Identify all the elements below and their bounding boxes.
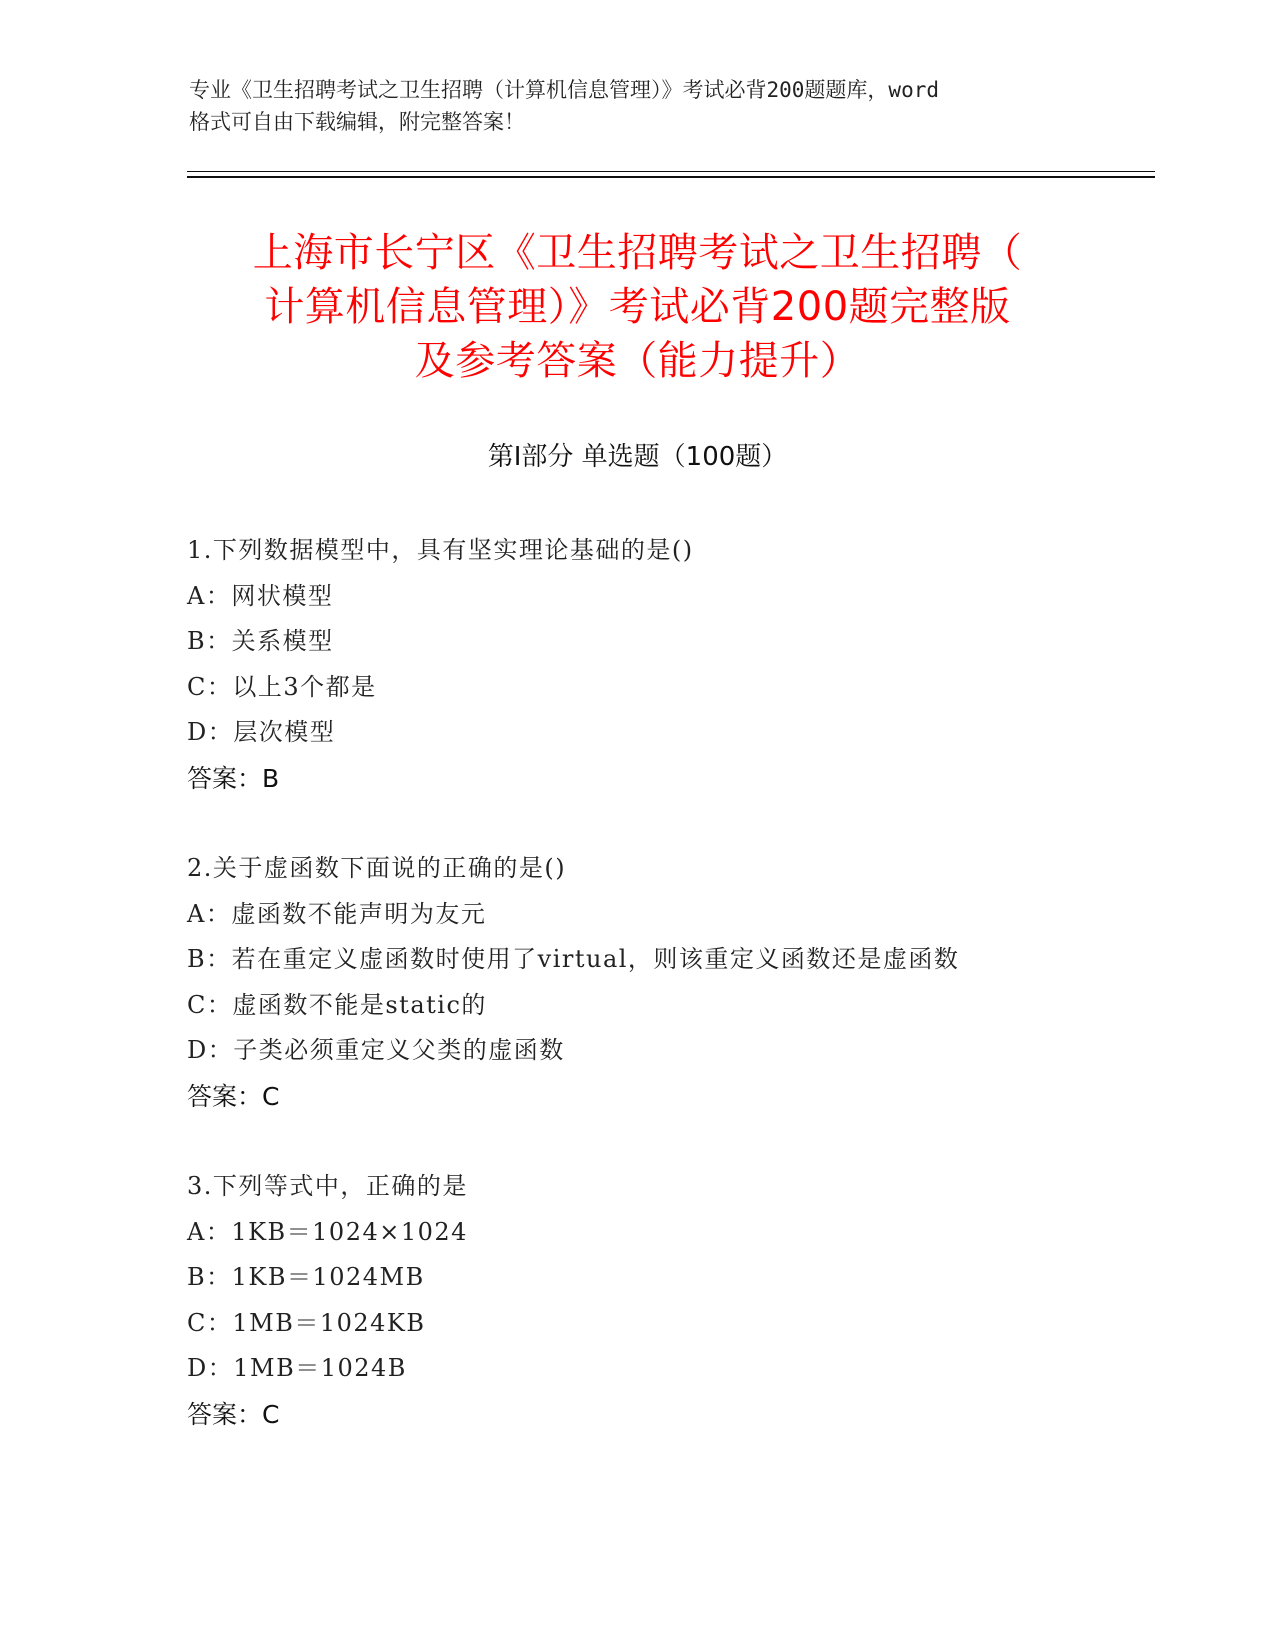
option-b: B：若在重定义虚函数时使用了virtual，则该重定义函数还是虚函数 bbox=[187, 945, 960, 973]
question-item bbox=[187, 1164, 1147, 1437]
option-c: C：1MB＝1024KB bbox=[187, 1308, 426, 1337]
document-title-line-2: 计算机信息管理）》考试必背200题完整版 bbox=[264, 284, 1011, 330]
header-note bbox=[189, 74, 1089, 138]
option-b: B：1KB＝1024MB bbox=[187, 1263, 425, 1291]
answer-line: 答案：C bbox=[187, 1081, 280, 1111]
section-heading: 第I部分 单选题（100题） bbox=[487, 442, 788, 472]
option-d: D：1MB＝1024B bbox=[187, 1354, 407, 1382]
question-stem: 1.下列数据模型中，具有坚实理论基础的是() bbox=[187, 536, 694, 564]
question-item bbox=[187, 528, 1147, 801]
header-divider-bottom bbox=[187, 176, 1155, 178]
option-d: D：层次模型 bbox=[187, 718, 336, 746]
option-a: A：1KB＝1024×1024 bbox=[187, 1217, 468, 1246]
question-item bbox=[187, 846, 1147, 1119]
header-note-line-1: 专业《卫生招聘考试之卫生招聘（计算机信息管理）》考试必背200题题库，word bbox=[189, 78, 939, 102]
option-a: A：网状模型 bbox=[187, 581, 334, 610]
document-title-line-1: 上海市长宁区《卫生招聘考试之卫生招聘（ bbox=[252, 230, 1023, 276]
option-c: C：虚函数不能是static的 bbox=[187, 990, 487, 1019]
header-note-line-2: 格式可自由下载编辑，附完整答案！ bbox=[189, 110, 525, 134]
question-list bbox=[187, 528, 1147, 1482]
document-title-line-3: 及参考答案（能力提升） bbox=[414, 338, 861, 384]
option-b: B：关系模型 bbox=[187, 627, 334, 655]
option-c: C：以上3个都是 bbox=[187, 672, 377, 701]
answer-line: 答案：B bbox=[187, 763, 280, 793]
question-stem: 2.关于虚函数下面说的正确的是() bbox=[187, 854, 567, 882]
option-a: A：虚函数不能声明为友元 bbox=[187, 899, 487, 928]
option-d: D：子类必须重定义父类的虚函数 bbox=[187, 1036, 565, 1064]
document-title bbox=[150, 226, 1125, 388]
header-divider-top bbox=[187, 171, 1155, 172]
question-stem: 3.下列等式中，正确的是 bbox=[187, 1172, 468, 1200]
answer-line: 答案：C bbox=[187, 1399, 280, 1429]
